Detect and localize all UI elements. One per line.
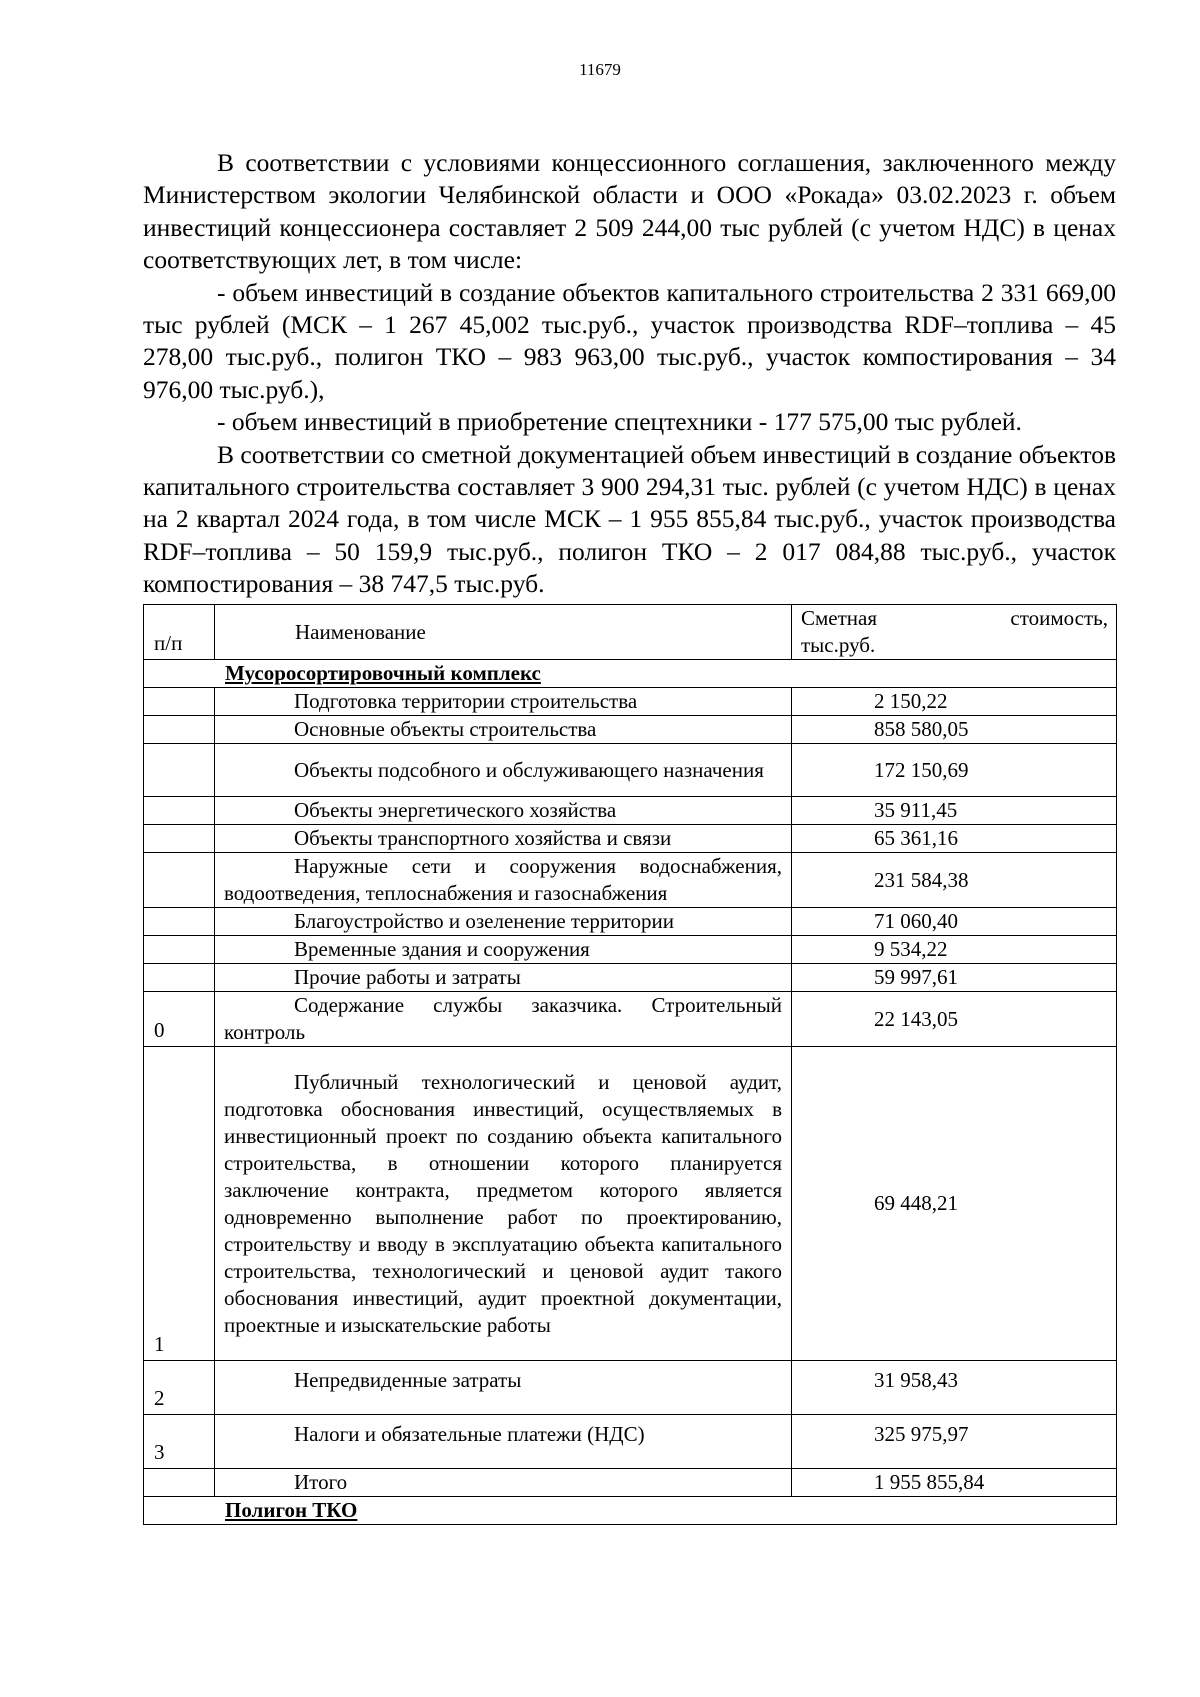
section-row: [144, 660, 1117, 688]
row-name: Наружные сети и сооружения водоснабжения, водоотведения, теплоснабжения и газоснабжения: [215, 853, 792, 908]
row-name: Подготовка территории строительства: [215, 688, 792, 716]
row-value: 2 150,22: [792, 688, 1117, 716]
table-row: [144, 1047, 1117, 1361]
paragraph-estimate: В соответствии со сметной документацией объем инвестиций в создание объектов капитального строительства составляет 3 900 294,31 тыс. рублей (с учетом НДС) в ценах на 2 квартал 2024 года, в том числе МСК – 1 955 855,84 тыс.руб., участок производства RDF–топлива – 50 159,9 тыс.руб., полигон ТКО – 2 017 084,88 тыс.руб., участок компостирования – 38 747,5 тыс.руб.: [143, 439, 1116, 599]
row-name: Объекты транспортного хозяйства и связи: [215, 825, 792, 853]
paragraph-special-equipment: - объем инвестиций в приобретение спецтехники - 177 575,00 тыс рублей.: [217, 407, 1022, 437]
estimate-table: [143, 604, 1117, 1525]
row-value: 231 584,38: [792, 853, 1117, 908]
header-cost: [792, 605, 1117, 660]
section-row: [144, 1497, 1117, 1525]
header-name: Наименование: [215, 605, 792, 660]
row-value: 858 580,05: [792, 716, 1117, 744]
row-value: 9 534,22: [792, 936, 1117, 964]
row-name: Основные объекты строительства: [215, 716, 792, 744]
row-number: 1: [144, 1047, 215, 1361]
row-number: [144, 688, 215, 716]
row-name: Объекты энергетического хозяйства: [215, 797, 792, 825]
row-value: 35 911,45: [792, 797, 1117, 825]
row-number: [144, 825, 215, 853]
table-row: [144, 992, 1117, 1047]
row-name: Непредвиденные затраты: [215, 1361, 792, 1415]
header-num: п/п: [144, 605, 215, 660]
row-name: Временные здания и сооружения: [215, 936, 792, 964]
row-value: 71 060,40: [792, 908, 1117, 936]
row-number: 0: [144, 992, 215, 1047]
row-number: [144, 744, 215, 797]
row-name: Объекты подсобного и обслуживающего назначения: [215, 744, 792, 797]
row-value: 1 955 855,84: [792, 1469, 1117, 1497]
row-number: 2: [144, 1361, 215, 1415]
page-number: 11679: [579, 60, 621, 79]
section-title-msk: Мусоросортировочный комплекс: [144, 660, 1117, 688]
table-row: [144, 853, 1117, 908]
table-row: [144, 964, 1117, 992]
table-row: [144, 1361, 1117, 1415]
row-number: [144, 797, 215, 825]
paragraph-concession: В соответствии с условиями концессионного соглашения, заключенного между Министерством экологии Челябинской области и ООО «Рокада» 03.02.2023 г. объем инвестиций концессионера составляет 2 509 244,00 тыс рублей (с учетом НДС) в ценах соответствующих лет, в том числе:: [143, 148, 1116, 275]
section-title-landfill: Полигон ТКО: [144, 1497, 1117, 1525]
row-value: 69 448,21: [792, 1047, 1117, 1361]
row-name: Публичный технологический и ценовой аудит, подготовка обоснования инвестиций, осуществляемых в инвестиционный проект по созданию объекта капитального строительства, в отношении которого планируется заключение контракта, предметом которого является одновременно выполнение работ по проектированию, строительству и вводу в эксплуатацию объекта капитального строительства, технологический и ценовой аудит такого обоснования инвестиций, аудит проектной документации, проектные и изыскательские работы: [215, 1047, 792, 1361]
table-row: [144, 908, 1117, 936]
row-value: 31 958,43: [792, 1361, 1117, 1415]
row-value: 59 997,61: [792, 964, 1117, 992]
row-number: [144, 716, 215, 744]
row-name: Благоустройство и озеленение территории: [215, 908, 792, 936]
row-number: [144, 964, 215, 992]
row-name: Итого: [215, 1469, 792, 1497]
table-row: [144, 936, 1117, 964]
row-number: 3: [144, 1415, 215, 1469]
row-name: Налоги и обязательные платежи (НДС): [215, 1415, 792, 1469]
row-number: [144, 1469, 215, 1497]
table-row: [144, 688, 1117, 716]
row-number: [144, 936, 215, 964]
table-row: [144, 825, 1117, 853]
row-name: Прочие работы и затраты: [215, 964, 792, 992]
header-cost-line2: тыс.руб.: [801, 633, 876, 657]
table-row: [144, 1469, 1117, 1497]
paragraph-capital-construction: - объем инвестиций в создание объектов капитального строительства 2 331 669,00 тыс рублей (МСК – 1 267 45,002 тыс.руб., участок производства RDF–топлива – 45 278,00 тыс.руб., полигон ТКО – 983 963,00 тыс.руб., участок компостирования – 34 976,00 тыс.руб.),: [143, 277, 1116, 404]
row-value: 325 975,97: [792, 1415, 1117, 1469]
table-header-row: [144, 605, 1117, 660]
row-name: Содержание службы заказчика. Строительный контроль: [215, 992, 792, 1047]
row-value: 172 150,69: [792, 744, 1117, 797]
row-number: [144, 908, 215, 936]
row-number: [144, 853, 215, 908]
table-row: [144, 744, 1117, 797]
row-value: 65 361,16: [792, 825, 1117, 853]
header-cost-line1: Сметная стоимость,: [801, 606, 1108, 630]
table-row: [144, 716, 1117, 744]
table-row: [144, 797, 1117, 825]
table-body: [144, 688, 1117, 1497]
body-text: [143, 147, 1116, 601]
table-row: [144, 1415, 1117, 1469]
row-value: 22 143,05: [792, 992, 1117, 1047]
